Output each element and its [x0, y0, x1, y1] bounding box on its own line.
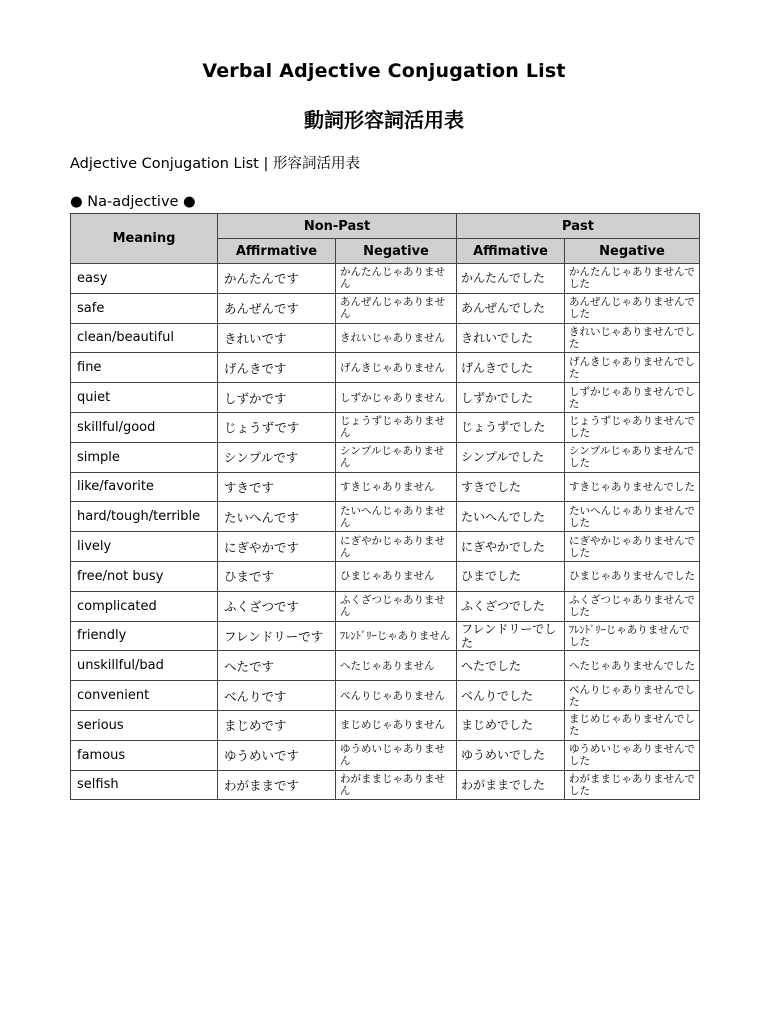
non-past-negative-cell: にぎやかじゃありません: [336, 532, 457, 562]
conjugation-table: [70, 213, 700, 800]
past-affirmative-cell: べんりでした: [457, 681, 565, 711]
past-affirmative-cell: げんきでした: [457, 353, 565, 383]
document-subtitle: 動詞形容詞活用表: [304, 108, 464, 132]
table-body: [71, 264, 700, 800]
past-affirmative-cell: きれいでした: [457, 323, 565, 353]
past-negative-cell: べんりじゃありませんでした: [565, 681, 700, 711]
non-past-negative-cell: あんぜんじゃありません: [336, 293, 457, 323]
past-affirmative-cell: すきでした: [457, 472, 565, 502]
non-past-affirmative-cell: わがままです: [218, 770, 336, 800]
non-past-affirmative-cell: べんりです: [218, 681, 336, 711]
meaning-cell: like/favorite: [71, 472, 218, 502]
non-past-negative-cell: へたじゃありません: [336, 651, 457, 681]
non-past-negative-cell: ﾌﾚﾝﾄﾞﾘｰじゃありません: [336, 621, 457, 651]
non-past-negative-cell: すきじゃありません: [336, 472, 457, 502]
meaning-cell: hard/tough/terrible: [71, 502, 218, 532]
past-negative-cell: わがままじゃありませんでした: [565, 770, 700, 800]
table-row: [71, 412, 700, 442]
non-past-negative-cell: べんりじゃありません: [336, 681, 457, 711]
table-row: [71, 740, 700, 770]
meaning-cell: unskillful/bad: [71, 651, 218, 681]
meaning-cell: convenient: [71, 681, 218, 711]
past-affirmative-cell: シンプルでした: [457, 442, 565, 472]
non-past-negative-cell: じょうずじゃありません: [336, 412, 457, 442]
meaning-cell: clean/beautiful: [71, 323, 218, 353]
non-past-affirmative-cell: フレンドリーです: [218, 621, 336, 651]
non-past-affirmative-header: Affirmative: [218, 239, 336, 264]
non-past-affirmative-cell: にぎやかです: [218, 532, 336, 562]
past-negative-cell: ひまじゃありませんでした: [565, 561, 700, 591]
meaning-cell: friendly: [71, 621, 218, 651]
meaning-cell: complicated: [71, 591, 218, 621]
non-past-negative-cell: ゆうめいじゃありません: [336, 740, 457, 770]
non-past-affirmative-cell: ひまです: [218, 561, 336, 591]
past-negative-cell: きれいじゃありませんでした: [565, 323, 700, 353]
past-header: Past: [457, 214, 700, 239]
past-negative-cell: あんぜんじゃありませんでした: [565, 293, 700, 323]
table-row: [71, 472, 700, 502]
past-negative-cell: じょうずじゃありませんでした: [565, 412, 700, 442]
non-past-negative-cell: たいへんじゃありません: [336, 502, 457, 532]
non-past-negative-cell: げんきじゃありません: [336, 353, 457, 383]
non-past-affirmative-cell: かんたんです: [218, 264, 336, 294]
past-negative-cell: ﾌﾚﾝﾄﾞﾘｰじゃありませんでした: [565, 621, 700, 651]
past-negative-cell: ふくざつじゃありませんでした: [565, 591, 700, 621]
meaning-cell: quiet: [71, 383, 218, 413]
past-negative-cell: げんきじゃありませんでした: [565, 353, 700, 383]
non-past-affirmative-cell: ゆうめいです: [218, 740, 336, 770]
list-heading: Adjective Conjugation List | 形容詞活用表: [70, 156, 360, 172]
past-affirmative-cell: にぎやかでした: [457, 532, 565, 562]
past-affirmative-cell: フレンドリーでした: [457, 621, 565, 651]
meaning-cell: free/not busy: [71, 561, 218, 591]
non-past-negative-cell: ひまじゃありません: [336, 561, 457, 591]
past-affirmative-cell: へたでした: [457, 651, 565, 681]
meaning-cell: selfish: [71, 770, 218, 800]
non-past-affirmative-cell: シンプルです: [218, 442, 336, 472]
non-past-negative-cell: きれいじゃありません: [336, 323, 457, 353]
meaning-cell: skillful/good: [71, 412, 218, 442]
section-label: ● Na-adjective ●: [70, 194, 196, 210]
past-negative-cell: しずかじゃありませんでした: [565, 383, 700, 413]
non-past-affirmative-cell: ふくざつです: [218, 591, 336, 621]
past-affirmative-cell: ゆうめいでした: [457, 740, 565, 770]
non-past-header: Non-Past: [218, 214, 457, 239]
table-row: [71, 621, 700, 651]
table-row: [71, 681, 700, 711]
table-row: [71, 502, 700, 532]
past-affirmative-cell: ひまでした: [457, 561, 565, 591]
non-past-negative-cell: わがままじゃありません: [336, 770, 457, 800]
past-affirmative-cell: じょうずでした: [457, 412, 565, 442]
past-affirmative-cell: しずかでした: [457, 383, 565, 413]
non-past-affirmative-cell: げんきです: [218, 353, 336, 383]
past-negative-cell: にぎやかじゃありませんでした: [565, 532, 700, 562]
past-negative-cell: まじめじゃありませんでした: [565, 710, 700, 740]
meaning-cell: lively: [71, 532, 218, 562]
past-affirmative-cell: かんたんでした: [457, 264, 565, 294]
non-past-affirmative-cell: あんぜんです: [218, 293, 336, 323]
past-negative-cell: かんたんじゃありませんでした: [565, 264, 700, 294]
non-past-negative-cell: しずかじゃありません: [336, 383, 457, 413]
meaning-cell: safe: [71, 293, 218, 323]
table-row: [71, 442, 700, 472]
past-negative-cell: すきじゃありませんでした: [565, 472, 700, 502]
non-past-affirmative-cell: きれいです: [218, 323, 336, 353]
past-affirmative-cell: まじめでした: [457, 710, 565, 740]
non-past-affirmative-cell: すきです: [218, 472, 336, 502]
meaning-header: Meaning: [71, 214, 218, 264]
table-row: [71, 651, 700, 681]
non-past-affirmative-cell: たいへんです: [218, 502, 336, 532]
past-negative-cell: たいへんじゃありませんでした: [565, 502, 700, 532]
non-past-affirmative-cell: じょうずです: [218, 412, 336, 442]
meaning-cell: easy: [71, 264, 218, 294]
non-past-affirmative-cell: まじめです: [218, 710, 336, 740]
table-row: [71, 293, 700, 323]
table-row: [71, 353, 700, 383]
table-row: [71, 532, 700, 562]
meaning-cell: fine: [71, 353, 218, 383]
past-affirmative-cell: わがままでした: [457, 770, 565, 800]
past-affirmative-cell: あんぜんでした: [457, 293, 565, 323]
table-row: [71, 383, 700, 413]
non-past-affirmative-cell: へたです: [218, 651, 336, 681]
past-negative-cell: シンプルじゃありませんでした: [565, 442, 700, 472]
non-past-negative-header: Negative: [336, 239, 457, 264]
table-row: [71, 770, 700, 800]
past-affirmative-cell: ふくざつでした: [457, 591, 565, 621]
non-past-negative-cell: かんたんじゃありません: [336, 264, 457, 294]
past-negative-cell: ゆうめいじゃありませんでした: [565, 740, 700, 770]
table-row: [71, 591, 700, 621]
past-affirmative-cell: たいへんでした: [457, 502, 565, 532]
meaning-cell: famous: [71, 740, 218, 770]
non-past-affirmative-cell: しずかです: [218, 383, 336, 413]
past-negative-header: Negative: [565, 239, 700, 264]
table-row: [71, 323, 700, 353]
meaning-cell: serious: [71, 710, 218, 740]
non-past-negative-cell: ふくざつじゃありません: [336, 591, 457, 621]
meaning-cell: simple: [71, 442, 218, 472]
past-affirmative-header: Affimative: [457, 239, 565, 264]
table-row: [71, 710, 700, 740]
past-negative-cell: へたじゃありませんでした: [565, 651, 700, 681]
non-past-negative-cell: まじめじゃありません: [336, 710, 457, 740]
non-past-negative-cell: シンプルじゃありません: [336, 442, 457, 472]
document-title: Verbal Adjective Conjugation List: [202, 60, 566, 82]
table-row: [71, 561, 700, 591]
table-row: [71, 264, 700, 294]
